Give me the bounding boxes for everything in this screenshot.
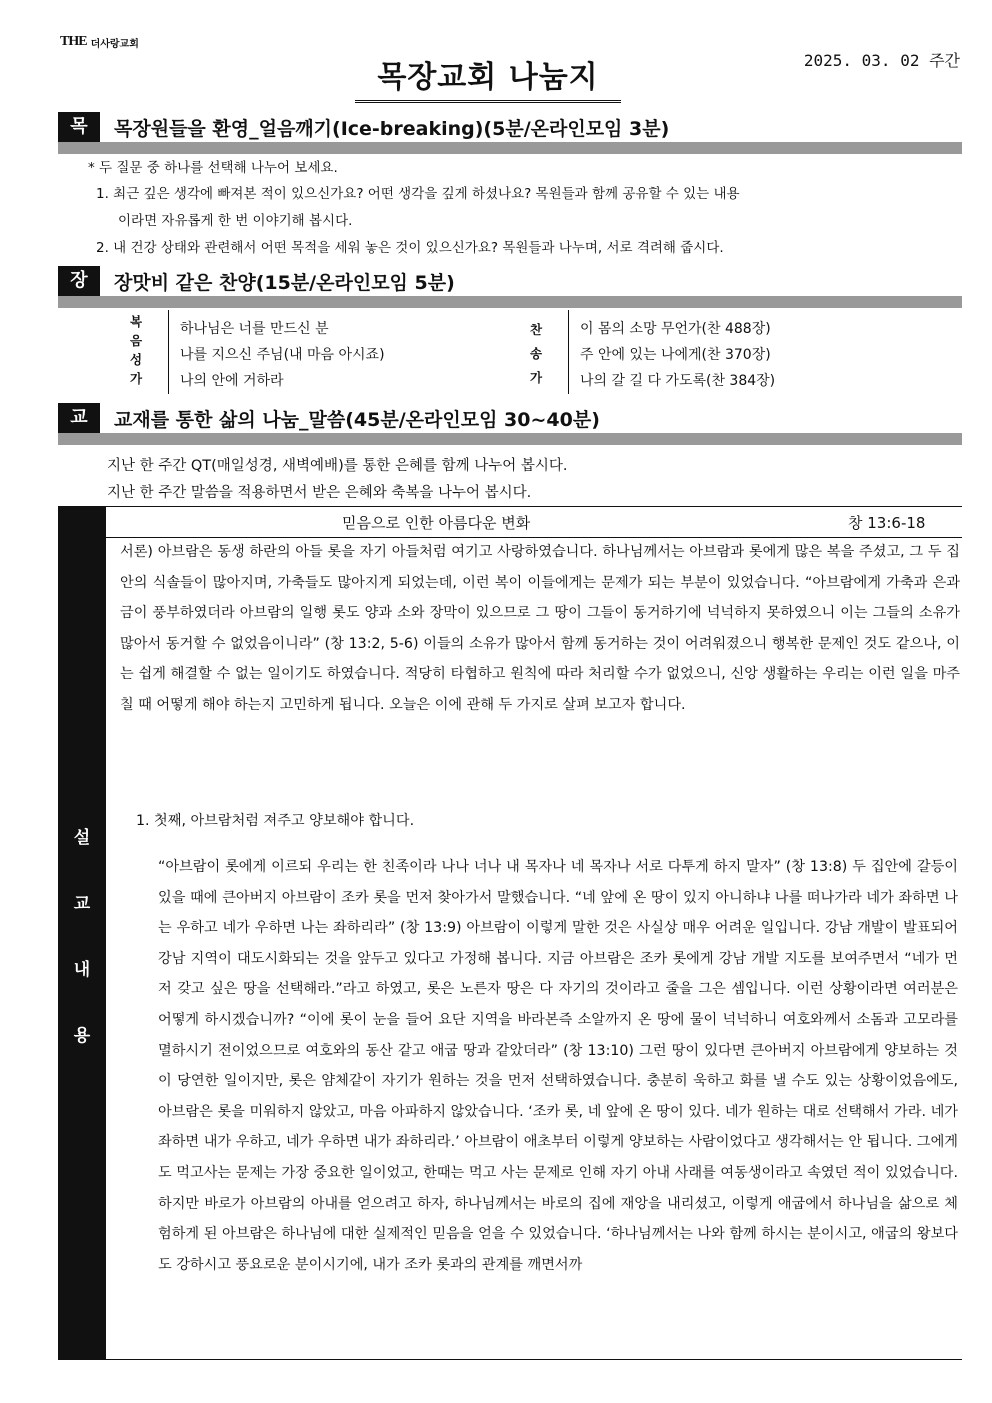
sharing-prompt-2: 지난 한 주간 말씀을 적용하면서 받은 은혜와 축복을 나누어 봅시다.: [107, 485, 532, 501]
column-divider: [568, 310, 569, 394]
intro-label: 서론): [120, 544, 153, 560]
gospel-song: 나를 지으신 주님(내 마음 아시죠): [180, 347, 385, 363]
sharing-prompt-1: 지난 한 주간 QT(매일성경, 새벽예배)를 통한 은혜를 함께 나누어 봅시다.: [107, 458, 568, 474]
instruction-note: * 두 질문 중 하나를 선택해 나누어 보세요.: [88, 160, 338, 176]
section-title: 장맛비 같은 찬양(15분/온라인모임 5분): [114, 272, 455, 294]
church-logo: [60, 34, 139, 50]
question-2: 2. 내 건강 상태와 관련해서 어떤 목적을 세워 놓은 것이 있으신가요? 목원들과 나누며, 서로 격려해 줍시다.: [96, 240, 724, 256]
section-tag: 장: [58, 266, 100, 296]
question-1-line-1: 1. 최근 깊은 생각에 빠져본 적이 있으신가요? 어떤 생각을 깊게 하셨나요? 목원들과 함께 공유할 수 있는 내용: [96, 186, 740, 202]
sermon-intro: [120, 537, 960, 721]
scripture-reference: 창 13:6-18: [848, 514, 926, 532]
hymn-songs: [580, 316, 775, 394]
section-divider: [58, 296, 962, 308]
hymn-song: 주 안에 있는 나에게(찬 370장): [580, 347, 771, 363]
sermon-title-row: [106, 507, 962, 538]
gospel-song: 하나님은 너를 만드신 분: [180, 321, 329, 337]
bulletin-date: 2025. 03. 02 주간: [803, 51, 960, 70]
section-divider: [58, 433, 962, 445]
sermon-point-1: 1. 첫째, 아브람처럼 져주고 양보해야 합니다.: [136, 813, 415, 829]
logo-mark: THE: [60, 34, 87, 49]
hymn-song: 나의 갈 길 다 가도록(찬 384장): [580, 373, 776, 389]
section-header-worship: [58, 266, 962, 296]
section-header-icebreaking: [58, 112, 962, 142]
sermon-box: [58, 506, 962, 1360]
sermon-body: “아브람이 롯에게 이르되 우리는 한 친족이라 나나 너나 내 목자나 네 목자나 서로 다투게 하지 말자” (창 13:8) 두 집안에 갈등이 있을 때에 큰아버지 아브람이 조카 롯을 먼저 찾아가서 말했습니다. “네 앞에 온 땅이 있지 아니하냐 나를 떠나가라 네가 좌하면 나는 우하고 네가 우하면 나는 좌하리라” (창 13:9) 아브람이 이렇게 말한 것은 사실상 매우 어려운 일입니다. 강남 개발이 발표되어 강남 지역이 대도시화되는 것을 앞두고 있다고 가정해 봅니다. 지금 아브람은 조카 롯에게 강남 개발 지도를 보여주면서 “네가 먼저 갖고 싶은 땅을 선택해라.”라고 하였고, 롯은 노른자 땅은 다 자기의 것이라고 줄을 그은 셈입니다. 이런 상황이라면 여러분은 어떻게 하시겠습니까? “이에 롯이 눈을 들어 요단 지역을 바라본즉 소알까지 온 땅에 물이 넉넉하니 여호와께서 소돔과 고모라를 멸하시기 전이었으므로 여호와의 동산 같고 애굽 땅과 같았더라” (창 13:10) 그런 땅이 있다면 큰아버지 아브람에게 양보하는 것이 당연한 일이지만, 롯은 얌체같이 자기가 원하는 것을 먼저 선택하였습니다. 충분히 욱하고 화를 낼 수도 있는 상황이었음에도, 아브람은 롯을 미워하지 않았고, 마음 아파하지 않았습니다. ‘조카 롯, 네 앞에 온 땅이 있다. 네가 원하는 대로 선택해서 가라. 네가 좌하면 내가 우하고, 네가 우하면 내가 좌하리라.’ 아브람이 애초부터 이렇게 양보하는 사람이었다고 생각해서는 안 됩니다. 그에게도 먹고사는 문제는 가장 중요한 일이었고, 한때는 먹고 사는 문제로 인해 자기 아내 사래를 여동생이라고 속였던 적이 있었습니다. 하지만 바로가 아브람의 아내를 얻으려고 하자, 하나님께서는 바로의 집에 재앙을 내리셨고, 이렇게 애굽에서 하나님을 삶으로 체험하게 된 아브람은 하나님에 대한 실제적인 믿음을 얻을 수 있었습니다. ‘하나님께서는 나와 함께 하시는 분이시고, 애굽의 왕보다도 강하시고 풍요로운 분이시기에, 내가 조카 롯과의 관계를 깨면서까: [158, 859, 958, 1273]
section-tag: 교: [58, 403, 100, 433]
section-divider: [58, 142, 962, 154]
sermon-side-label: 설 교 내 용: [58, 507, 106, 1359]
gospel-songs: [180, 316, 385, 394]
page-title: 목장교회 나눔지: [355, 52, 621, 103]
section-title: 목장원들을 환영_얼음깨기(Ice-breaking)(5분/온라인모임 3분): [114, 118, 670, 140]
gospel-song: 나의 안에 거하라: [180, 373, 284, 389]
sermon-title: 믿음으로 인한 아름다운 변화: [342, 514, 531, 532]
logo-name: 더사랑교회: [90, 38, 139, 50]
section-tag: 목: [58, 112, 100, 142]
hymn-label: 찬 송 가: [529, 322, 543, 385]
column-divider: [168, 310, 169, 394]
section-title: 교재를 통한 삶의 나눔_말씀(45분/온라인모임 30~40분): [114, 409, 600, 431]
question-1-line-2: 이라면 자유롭게 한 번 이야기해 봅시다.: [118, 213, 353, 229]
page-title-wrap: [355, 52, 621, 103]
song-list: [106, 310, 962, 394]
intro-text: 아브람은 동생 하란의 아들 롯을 자기 아들처럼 여기고 사랑하였습니다. 하나님께서는 아브람과 롯에게 많은 복을 주셨고, 그 두 집안의 식솔들이 많아지며, 가축들도 많아지게 되었는데, 이런 복이 이들에게는 문제가 되는 부분이 있었습니다. “아브람에게 가축과 은과 금이 풍부하였더라 아브람의 일행 롯도 양과 소와 장막이 있으므로 그 땅이 그들이 동거하기에 넉넉하지 못하였으니 이는 그들의 소유가 많아서 동거할 수 없었음이니라” (창 13:2, 5-6) 이들의 소유가 많아서 함께 동거하는 것이 어려워졌으니 행복한 문제인 것도 같으나, 이는 쉽게 해결할 수 없는 일이기도 하였습니다. 적당히 타협하고 원칙에 따라 처리할 수가 없었으니, 신앙 생활하는 우리는 이런 일을 마주칠 때 어떻게 해야 하는지 고민하게 됩니다. 오늘은 이에 관해 두 가지로 살펴 보고자 합니다.: [120, 544, 960, 713]
hymn-song: 이 몸의 소망 무언가(찬 488장): [580, 321, 771, 337]
section-header-sharing: [58, 403, 962, 433]
gospel-label: 복 음 성 가: [129, 314, 143, 386]
